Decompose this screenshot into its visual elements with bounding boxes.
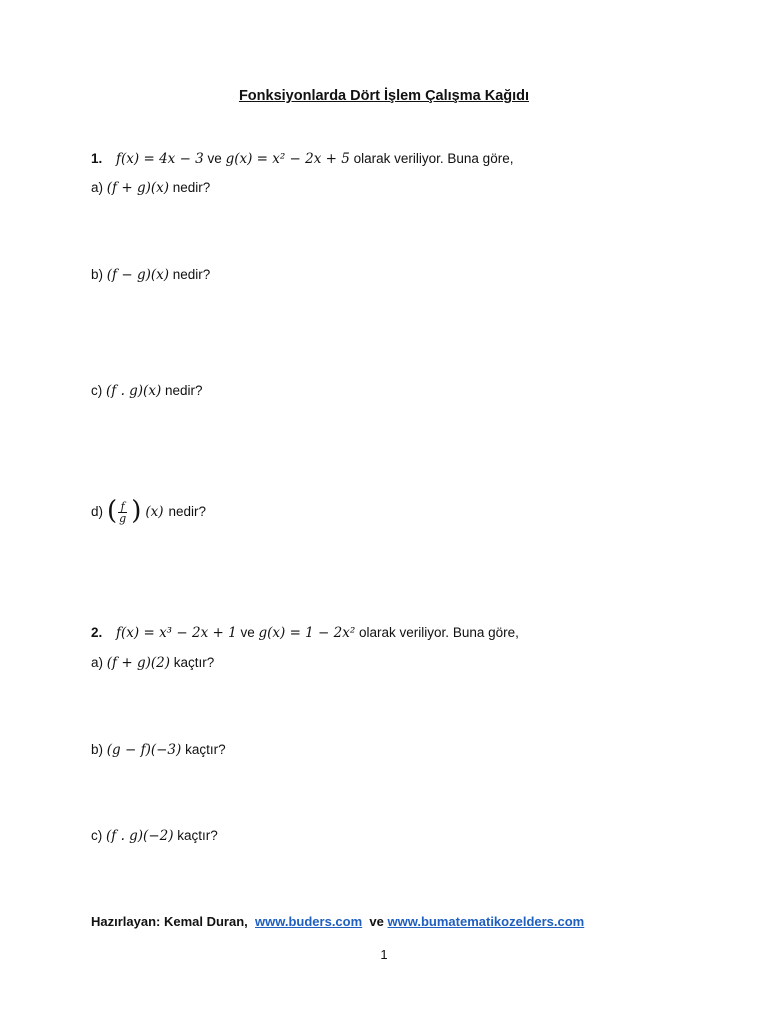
- fraction-denominator: g: [119, 511, 127, 525]
- q1-g-definition: g(x) = x² − 2x + 5: [225, 151, 350, 167]
- q2-b-question: kaçtır?: [185, 742, 226, 757]
- footer-credit: [91, 914, 584, 929]
- q1-a-label: a): [91, 180, 104, 195]
- q1-part-a: [91, 178, 210, 198]
- q1-number: 1.: [91, 151, 103, 166]
- q2-c-label: c): [91, 828, 103, 843]
- q1-part-d: [91, 496, 206, 528]
- page-number: 1: [380, 947, 388, 962]
- q1-d-fraction: [107, 496, 142, 526]
- q1-intro: [91, 149, 513, 169]
- q2-a-question: kaçtır?: [173, 655, 215, 670]
- q2-intro-tail: olarak veriliyor. Buna göre,: [359, 625, 519, 640]
- q1-a-question: nedir?: [172, 180, 211, 195]
- q1-d-argument: (x): [145, 504, 164, 520]
- q2-g-definition: g(x) = 1 − 2x²: [258, 625, 356, 641]
- f-over-g-fraction: [118, 501, 127, 524]
- footer-ve: ve: [369, 914, 384, 929]
- q1-ve: ve: [207, 151, 222, 166]
- q1-b-expression: (f − g)(x): [106, 267, 169, 283]
- right-paren: ): [131, 496, 142, 526]
- page-title: Fonksiyonlarda Dört İşlem Çalışma Kağıdı: [238, 88, 530, 104]
- footer-author: Hazırlayan: Kemal Duran,: [91, 914, 248, 929]
- buders-link[interactable]: www.buders.com: [255, 914, 363, 929]
- q2-intro: [91, 623, 519, 643]
- q2-a-label: a): [91, 655, 104, 670]
- q1-a-expression: (f + g)(x): [106, 180, 169, 196]
- q1-c-label: c): [91, 383, 103, 398]
- q1-part-c: [91, 381, 203, 401]
- q1-part-b: [91, 265, 210, 285]
- q1-d-question: nedir?: [168, 504, 207, 519]
- q2-b-label: b): [91, 742, 104, 757]
- q2-c-expression: (f . g)(−2): [106, 828, 174, 844]
- left-paren: (: [107, 496, 118, 526]
- bumatematikozelders-link[interactable]: www.bumatematikozelders.com: [387, 914, 585, 929]
- q1-b-question: nedir?: [172, 267, 211, 282]
- q2-part-b: [91, 740, 226, 760]
- q1-b-label: b): [91, 267, 104, 282]
- q2-a-expression: (f + g)(2): [106, 655, 170, 671]
- q1-f-definition: f(x) = 4x − 3: [116, 151, 204, 167]
- q2-part-a: [91, 653, 214, 673]
- q2-c-question: kaçtır?: [177, 828, 218, 843]
- q2-number: 2.: [91, 625, 103, 640]
- q1-c-expression: (f . g)(x): [106, 383, 162, 399]
- q1-d-label: d): [91, 504, 104, 519]
- fraction-numerator: f: [118, 501, 127, 513]
- q2-b-expression: (g − f)(−3): [106, 742, 182, 758]
- q2-ve: ve: [240, 625, 255, 640]
- q1-intro-tail: olarak veriliyor. Buna göre,: [353, 151, 514, 166]
- q2-f-definition: f(x) = x³ − 2x + 1: [116, 625, 237, 641]
- q2-part-c: [91, 826, 218, 846]
- q1-c-question: nedir?: [164, 383, 203, 398]
